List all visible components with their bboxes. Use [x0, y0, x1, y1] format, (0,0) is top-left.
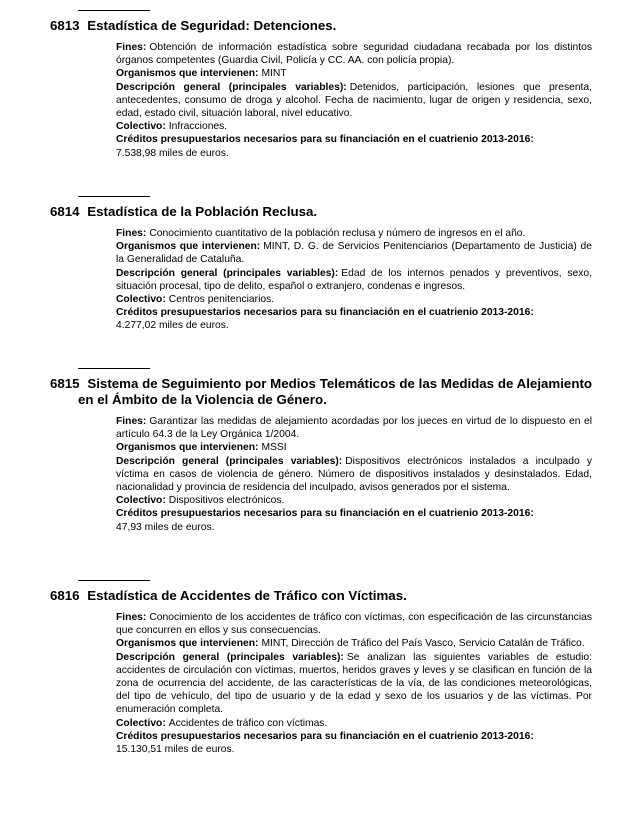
colectivo-field [116, 293, 592, 306]
colectivo-text: Centros penitenciarios. [168, 294, 275, 306]
section-rule [78, 580, 150, 581]
organismos-text: MINT [261, 68, 287, 80]
organismos-label: Organismos que intervienen: [116, 638, 259, 650]
creditos-label: Créditos presupuestarios necesarios para su financiación en el cuatrienio 2013-2016: [116, 134, 534, 146]
colectivo-field [116, 717, 592, 730]
fines-label: Fines: [116, 416, 147, 427]
fines-text: Conocimiento de los accidentes de tráfico con víctimas, con especificación de las circunstancias que concurren en ellos y sus consecuencias. [116, 612, 592, 637]
fines-text: Obtención de información estadística sobre seguridad ciudadana recabada por los distintos órganos competentes (Guardia Civil, Policía y CC. AA. con policía propia). [116, 42, 592, 67]
creditos-text: 7.538,98 miles de euros. [116, 147, 229, 159]
fines-field [116, 611, 592, 637]
organismos-field [116, 637, 592, 650]
fines-label: Fines: [116, 612, 147, 623]
descripcion-label: Descripción general (principales variables): [116, 267, 339, 279]
section-rule [78, 196, 150, 197]
entry-body [116, 611, 592, 756]
fines-text: Conocimiento cuantitativo de la población reclusa y número de ingresos en el año. [149, 228, 526, 239]
entry-6814 [50, 196, 592, 333]
colectivo-field [116, 494, 592, 507]
creditos-text: 47,93 miles de euros. [116, 521, 215, 533]
entry-number: 6813 [50, 18, 80, 33]
creditos-field [116, 133, 592, 159]
fines-field [116, 227, 592, 240]
organismos-field [116, 67, 592, 80]
colectivo-label: Colectivo: [116, 717, 166, 729]
entry-title-text: Sistema de Seguimiento por Medios Telemáticos de las Medidas de Alejamiento en el Ámbito de la Violencia de Género. [78, 376, 592, 407]
section-rule [78, 368, 150, 369]
fines-text: Garantizar las medidas de alejamiento acordadas por los jueces en virtud de lo dispuesto en el artículo 64.3 de la Ley Orgánica 1/2004. [116, 416, 592, 441]
colectivo-text: Infracciones. [168, 121, 228, 133]
entry-title-text: Estadística de Seguridad: Detenciones. [87, 18, 337, 33]
organismos-label: Organismos que intervienen: [116, 68, 259, 80]
creditos-text: 15.130,51 miles de euros. [116, 744, 235, 756]
organismos-text: MSSI [261, 442, 287, 454]
descripcion-label: Descripción general (principales variables): [116, 81, 347, 93]
creditos-label: Créditos presupuestarios necesarios para su financiación en el cuatrienio 2013-2016: [116, 730, 534, 742]
descripcion-label: Descripción general (principales variables): [116, 455, 343, 467]
organismos-text: MINT, D. G. de Servicios Penitenciarios (Departamento de Justicia) de la Generalidad de Cataluña. [116, 241, 592, 266]
organismos-field [116, 240, 592, 266]
colectivo-text: Accidentes de tráfico con víctimas. [168, 717, 328, 729]
descripcion-text: Dispositivos electrónicos instalados a inculpado y víctima en casos de violencia de género. Número de dispositivos instalados y desinstalados. Edad, nacionalidad y provincia de residencia del inculpado, avisos generados por el sistema. [116, 455, 592, 494]
creditos-field [116, 306, 592, 332]
descripcion-label: Descripción general (principales variables): [116, 651, 344, 663]
descripcion-field [116, 81, 592, 121]
entry-title [50, 588, 592, 604]
entry-title [50, 18, 592, 34]
colectivo-label: Colectivo: [116, 121, 166, 133]
descripcion-field [116, 455, 592, 495]
descripcion-field [116, 651, 592, 717]
entry-number: 6815 [50, 376, 80, 391]
organismos-field [116, 441, 592, 454]
creditos-field [116, 730, 592, 756]
colectivo-field [116, 120, 592, 133]
fines-label: Fines: [116, 228, 147, 239]
creditos-field [116, 507, 592, 533]
fines-field [116, 41, 592, 67]
entry-title [50, 376, 592, 408]
entry-body [116, 415, 592, 534]
entry-body [116, 227, 592, 333]
fines-label: Fines: [116, 42, 147, 53]
descripcion-text: Detenidos, participación, lesiones que presenta, antecedentes, consumo de droga y alcohol. Fecha de nacimiento, lugar de origen y residencia, sexo, edad, estado civil, situación laboral, nivel educativo. [116, 81, 592, 120]
descripcion-text: Edad de los internos penados y preventivos, sexo, situación procesal, tipo de delito, español o extranjero, condenas e ingresos. [116, 267, 592, 292]
organismos-text: MINT, Dirección de Tráfico del País Vasco, Servicio Catalán de Tráfico. [261, 638, 585, 650]
entry-title-text: Estadística de la Población Reclusa. [87, 204, 318, 219]
colectivo-text: Dispositivos electrónicos. [168, 495, 285, 507]
entry-title-text: Estadística de Accidentes de Tráfico con Víctimas. [87, 588, 407, 603]
creditos-label: Créditos presupuestarios necesarios para su financiación en el cuatrienio 2013-2016: [116, 307, 534, 319]
creditos-text: 4.277,02 miles de euros. [116, 320, 229, 332]
entry-6816 [50, 580, 592, 756]
descripcion-text: Se analizan las siguientes variables de estudio: accidentes de circulación con víctimas, muertos, heridos graves y leves y se clasifican en función de la zona de ocurrencia del accidente, de las características de la vía, de las condiciones meteorológicas, del tipo de vehículo, del tipo de usuario y de la edad y sexo de los usuarios y de las víctimas. Por enumeración completa. [116, 651, 592, 716]
organismos-label: Organismos que intervienen: [116, 241, 261, 253]
organismos-label: Organismos que intervienen: [116, 442, 259, 454]
entry-number: 6816 [50, 588, 80, 603]
entry-6813 [50, 10, 592, 160]
entry-body [116, 41, 592, 160]
entry-number: 6814 [50, 204, 80, 219]
entry-6815 [50, 368, 592, 534]
descripcion-field [116, 267, 592, 293]
colectivo-label: Colectivo: [116, 294, 166, 306]
creditos-label: Créditos presupuestarios necesarios para su financiación en el cuatrienio 2013-2016: [116, 508, 534, 520]
entry-title [50, 204, 592, 220]
fines-field [116, 415, 592, 441]
section-rule [78, 10, 150, 11]
colectivo-label: Colectivo: [116, 495, 166, 507]
